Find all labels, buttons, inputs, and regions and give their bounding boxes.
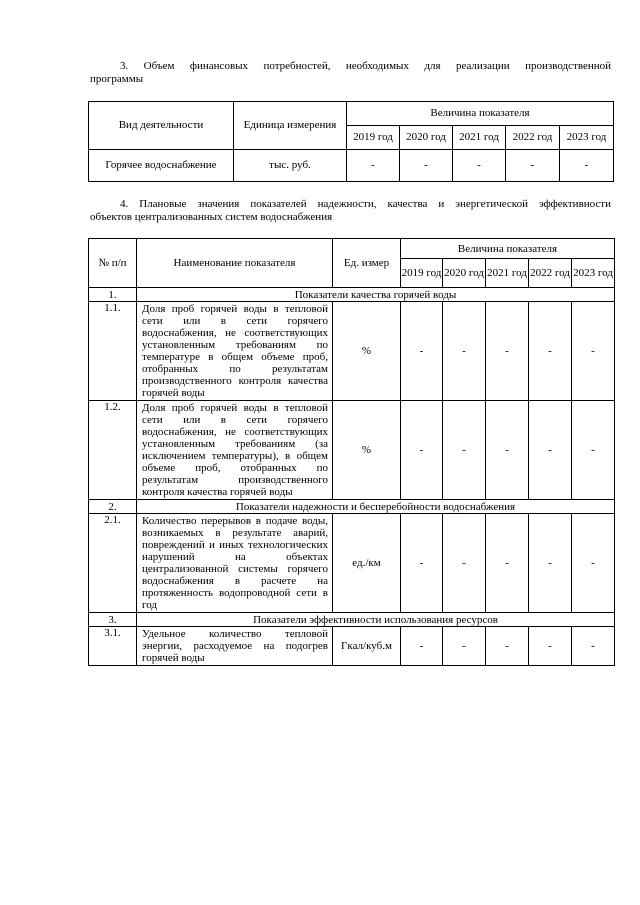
row-name: Доля проб горячей воды в тепловой сети или в сети горячего водоснабжения, не соответствующих установленным требованиям (за исключением температуры), в общем объеме проб, отобранных по результатам производственного контроля качества горячей воды: [137, 401, 333, 500]
year-header: 2021 год: [486, 259, 529, 288]
group-num: 2.: [89, 500, 137, 514]
row-name: Удельное количество тепловой энергии, расходуемое на подогрев горячей воды: [137, 627, 333, 666]
group-row: [89, 500, 615, 514]
row-value: -: [401, 627, 443, 666]
indicators-table: [88, 238, 615, 666]
section-3-heading: [90, 60, 611, 86]
row-value: -: [572, 627, 615, 666]
row-value: -: [486, 514, 529, 613]
row-unit: Гкал/куб.м: [333, 627, 401, 666]
table-row: [89, 302, 615, 401]
row-num: 2.1.: [89, 514, 137, 613]
year-header: 2022 год: [529, 259, 572, 288]
table-row: [89, 627, 615, 666]
row-value: -: [443, 401, 486, 500]
group-num: 3.: [89, 613, 137, 627]
row-value: -: [443, 627, 486, 666]
year-header: 2019 год: [401, 259, 443, 288]
section-3-line2: программы: [90, 73, 144, 85]
row-value: -: [486, 302, 529, 401]
row-value: -: [486, 627, 529, 666]
header-unit: Ед. измер: [333, 239, 401, 288]
group-num: 1.: [89, 288, 137, 302]
section-4-line2: объектов централизованных систем водоснабжения: [90, 211, 333, 223]
row-value: -: [443, 514, 486, 613]
year-header: 2021 год: [453, 126, 506, 150]
header-num: № п/п: [89, 239, 137, 288]
row-name: Доля проб горячей воды в тепловой сети или в сети горячего водоснабжения, не соответствующих установленным требованиям по температуре в общем объеме проб, отобранных по результатам производственного контроля качества горячей воды: [137, 302, 333, 401]
row-value: -: [347, 150, 400, 182]
header-value: Величина показателя: [347, 102, 614, 126]
row-num: 1.1.: [89, 302, 137, 401]
header-unit: Единица измерения: [234, 102, 347, 150]
row-value: -: [529, 302, 572, 401]
row-value: -: [572, 401, 615, 500]
row-value: -: [486, 401, 529, 500]
row-value: -: [560, 150, 614, 182]
year-header: 2023 год: [560, 126, 614, 150]
row-value: -: [443, 302, 486, 401]
row-value: -: [529, 627, 572, 666]
group-title: Показатели качества горячей воды: [137, 288, 615, 302]
group-row: [89, 613, 615, 627]
year-header: 2023 год: [572, 259, 615, 288]
header-value: Величина показателя: [401, 239, 615, 259]
year-header: 2022 год: [506, 126, 560, 150]
section-4-heading: [90, 198, 611, 224]
row-value: -: [400, 150, 453, 182]
row-unit: %: [333, 302, 401, 401]
row-value: -: [529, 514, 572, 613]
row-activity: Горячее водоснабжение: [89, 150, 234, 182]
row-unit: %: [333, 401, 401, 500]
group-title: Показатели надежности и бесперебойности водоснабжения: [137, 500, 615, 514]
section-4-line1: 4. Плановые значения показателей надежности, качества и энергетической эффективности: [120, 198, 611, 210]
row-value: -: [401, 401, 443, 500]
row-value: -: [453, 150, 506, 182]
group-title: Показатели эффективности использования ресурсов: [137, 613, 615, 627]
table-row: [89, 514, 615, 613]
year-header: 2020 год: [400, 126, 453, 150]
group-row: [89, 288, 615, 302]
row-unit: тыс. руб.: [234, 150, 347, 182]
row-value: -: [572, 302, 615, 401]
year-header: 2019 год: [347, 126, 400, 150]
header-name: Наименование показателя: [137, 239, 333, 288]
year-header: 2020 год: [443, 259, 486, 288]
row-num: 1.2.: [89, 401, 137, 500]
row-value: -: [401, 302, 443, 401]
financial-needs-table: [88, 101, 614, 182]
row-value: -: [572, 514, 615, 613]
row-name: Количество перерывов в подаче воды, возникаемых в результате аварий, повреждений и иных технологических нарушений на объектах централизованной системы горячего водоснабжения в расчете на протяженность водопроводной сети в год: [137, 514, 333, 613]
row-value: -: [529, 401, 572, 500]
row-num: 3.1.: [89, 627, 137, 666]
section-3-line1: 3. Объем финансовых потребностей, необходимых для реализации производственной: [120, 60, 611, 72]
row-value: -: [506, 150, 560, 182]
row-unit: ед./км: [333, 514, 401, 613]
row-value: -: [401, 514, 443, 613]
table-row: [89, 401, 615, 500]
header-activity: Вид деятельности: [89, 102, 234, 150]
